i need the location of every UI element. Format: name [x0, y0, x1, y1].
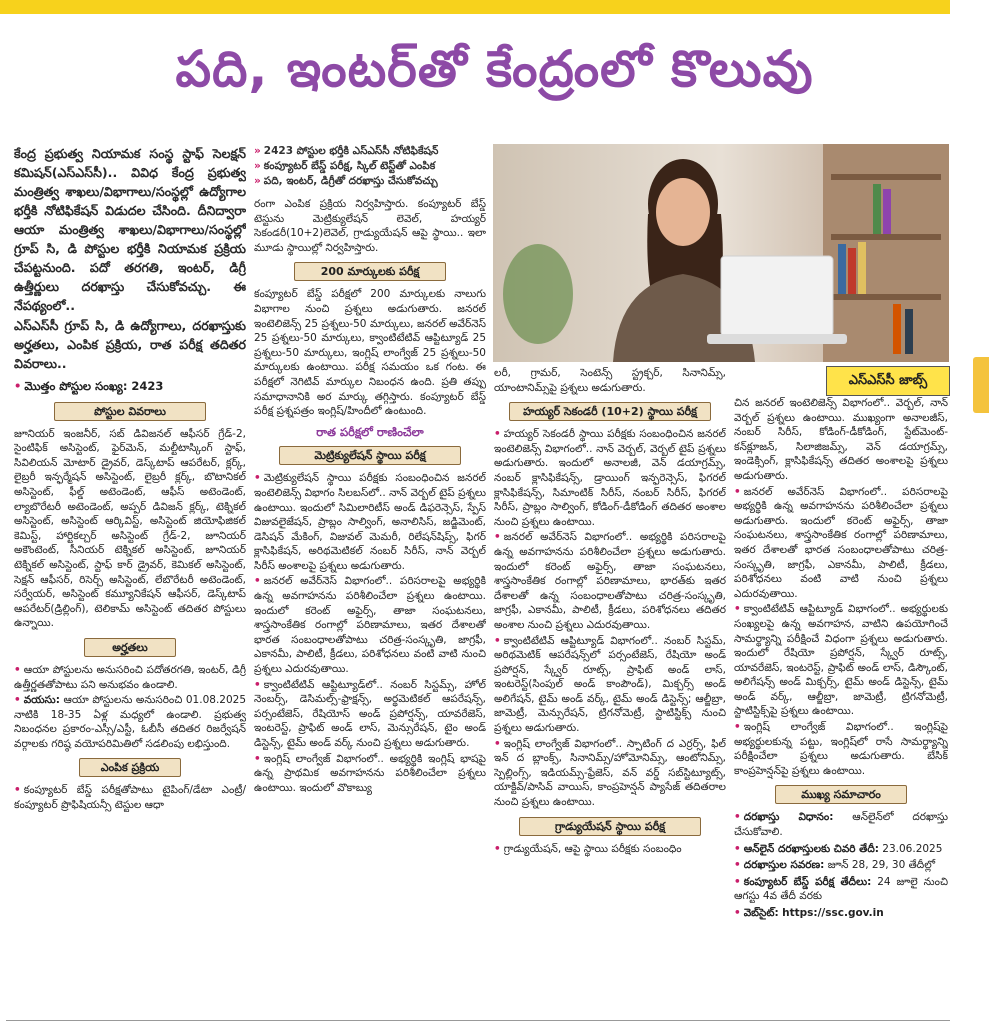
col4-item: • క్వాంటిటేటివ్ ఆప్టిట్యూడ్ విభాగంలో.. అభ్యర్థులకు సంఖ్యలపై ఉన్న అవగాహన, వాటిని ఉపయోగించే సామర్థ్యాన్ని పరీక్షించే విధంగా ప్రశ్నలు అడుగుతారు. ఇందులో రేషియో ప్రపోర్షన్, స్క్వేర్ రూట్స్, యావరేజెస్, ఇంటరెస్ట్, ప్రాఫిట్ అండ్ లాస్, డిస్కౌంట్, అలిగేషన్స్ అండ్ మిక్చర్స్, టైమ్ అండ్ డిస్టెన్స్, టైమ్ అండ్ వర్క్, ఆల్జీబ్రా, జామెట్రీ, ట్రిగనోమెట్రీ, స్టాటిస్టిక్స్‌పై ప్రశ్నలు ఉంటాయి.: [734, 603, 948, 718]
col4-item: • జనరల్ అవేర్‌నెస్ విభాగంలో.. పరిసరాలపై అభ్యర్థికి ఉన్న అవగాహనను పరిశీలించేలా ప్రశ్నలు అడుగుతారు. ఇందులో కరెంట్ అఫైర్స్, తాజా సంఘటనలు, శాస్త్రసాంకేతిక రంగాల్లో పరిణామాలు, ఇతర దేశాలతో భారత సంబంధాలతోపాటు చరిత్ర-సంస్కృతి, జాగ్రఫీ, ఎకానమీ, పాలిటీ, క్రీడలు, పరిశోధనలు వంటి వాటి నుంచి ప్రశ్నలు ఎదురవుతాయి.: [734, 485, 948, 600]
important-info: [734, 810, 948, 920]
highlights-list: [254, 144, 486, 189]
matric-item: • మెట్రిక్యులేషన్ స్థాయి పరీక్షకు సంబంధించిన జనరల్ ఇంటెలిజెన్స్ విభాగం సిలబస్‌లో.. నాన్ వెర్బల్ టైప్ ప్రశ్నలు ఉంటాయి. ఇందులో సిమిలారిటీస్ అండ్ డిఫరెన్సెస్, స్పేస్ విజువలైజేషన్, ప్రాబ్లం సాల్వింగ్, అనాలిసిస్, జడ్జిమెంట్, డెసిషన్ మేకింగ్, విజువల్ మెమరీ, రిలేషన్‌షిప్స్, ఫిగర్ క్లాసిఫికేషన్, అరిథమెటికల్ నంబర్ సిరీస్, నాన్ వెర్బల్ సిరీస్ అంశాలపై ప్రశ్నలు అడుగుతారు.: [254, 472, 486, 572]
age-item: • వయసు: ఆయా పోస్టులను అనుసరించి 01.08.2025 నాటికి 18-35 ఏళ్ల మధ్యలో ఉండాలి. ప్రభుత్వ నిబంధనల ప్రకారం-ఎస్సీ/ఎస్టీ, ఓబీసీ తదితర రిజర్వేషన్ వర్గాలకు గరిష్ఠ వయోపరిమితిలో సడలింపు లభిస్తుంది.: [14, 694, 246, 750]
apply-mode: • దరఖాస్తు విధానం: ఆన్‌లైన్‌లో దరఖాస్తు చేసుకోవాలి.: [734, 811, 948, 839]
bullet-icon: •: [254, 472, 261, 485]
bullet-icon: •: [494, 634, 501, 647]
correction-dates: • దరఖాస్తుల సవరణ: జూన్ 28, 29, 30 తేదీల్లో: [734, 859, 936, 872]
ssc-jobs-badge: ఎస్ఎస్‌సీ జాబ్స్: [826, 366, 950, 396]
bullet-icon: •: [494, 428, 501, 441]
bullet-icon: •: [254, 575, 261, 588]
website-link[interactable]: https://ssc.gov.in: [782, 907, 884, 919]
side-tab-marker: [973, 357, 989, 413]
bullet-icon: •: [734, 811, 741, 824]
column-4: [734, 366, 948, 1020]
highlight-item: » పది, ఇంటర్, డిగ్రీతో దరఖాస్తు చేసుకోవచ్చు: [254, 175, 438, 187]
written-exam-heading: రాత పరీక్షలో రాణించేలా: [316, 424, 424, 439]
student-laptop-photo: [493, 144, 949, 362]
bullet-icon: »: [254, 145, 261, 157]
marks-text: కంప్యూటర్ బేస్డ్ పరీక్షలో 200 మార్కులకు నాలుగు విభాగాల నుంచి ప్రశ్నలు అడుగుతారు. జనరల్ ఇంటెలిజెన్స్ 25 ప్రశ్నలు-50 మార్కులు, జనరల్ అవేర్‌నెస్ 25 ప్రశ్నలు-50 మార్కులు, క్వాంటిటేటివ్ ఆప్టిట్యూడ్ 25 ప్రశ్నలు-50 మార్కులు, ఇంగ్లిష్ లాంగ్వేజ్ 25 ప్రశ్నలు-50 మార్కులకు ఉంటాయి. పరీక్ష సమయం ఒక గంట. ఈ పరీక్షలో నెగిటివ్ మార్కుల నిబంధన ఉంది. ప్రతి తప్పు సమాధానానికి అర మార్కు తగ్గిస్తారు. కంప్యూటర్ బేస్డ్ పరీక్ష ప్రశ్నపత్రం ఇంగ్లిష్/హిందీలో ఉంటుంది.: [254, 288, 486, 418]
lead-paragraph-2: ఎస్ఎస్‌సీ గ్రూప్ సి, డి ఉద్యోగాలు, దరఖాస్తుకు అర్హతలు, ఎంపిక ప్రక్రియ, రాత పరీక్ష తదితర వివరాలు..: [14, 318, 246, 371]
info-heading: ముఖ్య సమాచారం: [775, 785, 907, 804]
bullet-icon: •: [734, 842, 741, 855]
total-posts-text: మొత్తం పోస్టుల సంఖ్య: 2423: [24, 379, 164, 393]
col4-top: చిన జనరల్ ఇంటెలిజెన్స్ విభాగంలో.. వెర్బల్, నాన్ వెర్బల్ ప్రశ్నలు ఉంటాయి. ముఖ్యంగా అనాలజీస్, నంబర్ సిరీస్, కోడింగ్-డీకోడింగ్, స్టేట్‌మెంట్-కన్‌క్లూజన్, సిలాజిజమ్స్, వెన్ డయాగ్రమ్స్, ఇండెక్సింగ్, క్లాసిఫికేషన్స్ తదితర అంశాలపై ప్రశ్నలు అడుగుతారు.: [734, 397, 948, 482]
grad-item: • గ్రాడ్యుయేషన్, ఆపై స్థాయి పరీక్షకు సంబంధిం: [494, 842, 682, 855]
hs-item: • ఇంగ్లిష్ లాంగ్వేజ్ విభాగంలో.. స్పాటింగ్ ద ఎర్రర్స్, ఫిల్ ఇన్ ద బ్లాంక్స్, సినానిమ్స్/హోమోనిమ్స్, ఆంటోనిమ్స్, స్పెల్లింగ్స్, ఇడియమ్స్-ఫ్రేజెస్, వన్ వర్డ్ సబ్‌స్టిట్యూట్స్, యాక్టివ్/పాసివ్ వాయిస్, కాంప్రహెన్షన్ ప్యాసేజ్ తదితరాల నుంచి ప్రశ్నలు ఉంటాయి.: [494, 737, 726, 809]
bullet-icon: •: [734, 721, 741, 734]
bullet-icon: •: [734, 603, 741, 616]
col3-top: లరీ, గ్రామర్, సెంటెన్స్ స్ట్రక్చర్, సినానిమ్స్, యాంటానిమ్స్‌పై ప్రశ్నలు అడుగుతారు.: [494, 367, 726, 394]
matric-item: • క్వాంటిటేటివ్ ఆప్టిట్యూడ్‌లో.. నంబర్ సిస్టమ్స్, హోల్ నెంబర్స్, డెసిమల్స్-ఫ్రాక్షన్స్, అర్థమెటికల్ ఆపరేషన్స్, పర్సంటేజెస్, రేషియోస్ అండ్ ప్రపోర్షన్స్, యావరేజెస్, ఇంటరెస్ట్, ప్రాఫిట్ అండ్ లాస్, మెన్సురేషన్, టైం అండ్ డిస్టెన్స్, టైమ్ అండ్ వర్క్ నుంచి ప్రశ్నలు అడుగుతారు.: [254, 678, 486, 749]
matric-heading: మెట్రిక్యులేషన్ స్థాయి పరీక్ష: [279, 446, 461, 465]
marks-heading: 200 మార్కులకు పరీక్ష: [294, 262, 446, 281]
col2-intro: రంగా ఎంపిక ప్రక్రియ నిర్వహిస్తారు. కంప్యూటర్ బేస్డ్ టెస్టును మెట్రిక్యులేషన్ లెవెల్, హయ్యర్ సెకండరీ(10+2)లెవెల్, గ్రాడ్యుయేషన్ ఆపై స్థాయి.. ఇలా మూడు స్థాయిల్లో నిర్వహిస్తారు.: [254, 198, 486, 254]
bullet-icon: •: [14, 663, 21, 676]
cbt-dates: • కంప్యూటర్ బేస్డ్ పరీక్ష తేదీలు: 24 జూలై నుంచి ఆగస్టు 4వ తేదీ వరకు: [734, 875, 948, 903]
posts-section-body: జూనియర్ ఇంజనీర్, సబ్ డివిజనల్ ఆఫీసర్ గ్రేడ్-2, సైంటిఫిక్ అసిస్టెంట్, ఫైర్‌మెన్, మల్టీటాస్కింగ్ స్టాఫ్, సివిలియన్ మోటార్ డ్రైవర్, డెస్క్‌టాప్ ఆపరేటర్, క్లర్క్, లైబ్రరీ ఇన్ఫర్మేషన్ అసిస్టెంట్, లైబ్రరీ క్లర్క్, బొటానికల్ అసిస్టెంట్, ఫీల్డ్ అటెండెంట్, ఆఫీస్ అటెండెంట్, ల్యాబొరేటరీ అటెండెంట్, అప్పర్ డివిజన్ క్లర్క్, టెక్నికల్ అసిస్టెంట్, అసిస్టెంట్ ఆర్కివిస్ట్, అసిస్టెంట్ జియోఫిజికల్ కెమిస్ట్, హార్టికల్చర్ అసిస్టెంట్ గ్రేడ్-2, జూనియర్ అకౌంటెంట్, సీనియర్ టెక్నికల్ అసిస్టెంట్, జూనియర్ టెక్నికల్ అసిస్టెంట్, స్టాఫ్ కార్ డ్రైవర్, కెమికల్ అసిస్టెంట్, సెక్షన్ ఆఫీసర్, రిసెర్చ్ అసిస్టెంట్, లేబొరేటరీ అటెండెంట్, సర్వేయర్, అసిస్టెంట్ కమ్యూనికేషన్ ఆఫీసర్, డెస్క్‌టాప్ ఆపరేటర్(డ్రిల్లింగ్), టెలికామ్ అసిస్టెంట్ తదితర పోస్టులు ఉన్నాయి.: [14, 427, 246, 630]
hs-item: • క్వాంటిటేటివ్ ఆప్టిట్యూడ్ విభాగంలో.. నంబర్ సిస్టమ్, అరిథమెటిక్ ఆపరేషన్స్‌లో పర్సంటేజెస్, రేషియో అండ్ ప్రపోర్షన్, స్క్వేర్ రూట్స్, ప్రాఫిట్ అండ్ లాస్, ఇంటరెస్ట్(సింపుల్ అండ్ కాంపౌండ్), మిక్చర్స్ అండ్ అలిగేషన్, టైమ్ అండ్ వర్క్, టైమ్ అండ్ డిస్టెన్స్; ఆల్జీబ్రా, జామెట్రీ, మెన్సురేషన్, ట్రిగనోమెట్రీ, స్టాటిస్టిక్స్ నుంచి ప్రశ్నలు అడుగుతారు.: [494, 634, 726, 735]
website: • వెబ్‌సైట్: https://ssc.gov.in: [734, 907, 884, 919]
bullet-icon: •: [14, 694, 21, 707]
grad-heading: గ్రాడ్యుయేషన్ స్థాయి పరీక్ష: [519, 817, 701, 836]
bullet-icon: •: [734, 907, 741, 919]
column-1: [14, 144, 246, 1020]
bullet-icon: •: [734, 875, 741, 888]
bullet-icon: »: [254, 160, 261, 172]
top-color-band: [0, 0, 950, 14]
eligibility-heading: అర్హతలు: [84, 638, 176, 657]
bullet-icon: •: [14, 379, 22, 393]
posts-section-heading: పోస్టుల వివరాలు: [54, 402, 206, 421]
deadline: • ఆన్‌లైన్ దరఖాస్తులకు చివరి తేదీ: 23.06.2025: [734, 842, 943, 855]
eligibility-item: • ఆయా పోస్టులను అనుసరించి పదోతరగతి, ఇంటర్, డిగ్రీ ఉత్తీర్ణతతోపాటు పని అనుభవం ఉండాలి.: [14, 663, 246, 691]
highlight-item: » 2423 పోస్టుల భర్తీకి ఎస్ఎస్‌సీ నోటిఫికేషన్: [254, 145, 439, 157]
bullet-icon: •: [254, 678, 261, 691]
bullet-icon: •: [494, 737, 501, 750]
bullet-icon: •: [254, 752, 261, 765]
total-posts-line: [14, 379, 246, 394]
column-3: [494, 366, 726, 1020]
bullet-icon: •: [494, 531, 501, 544]
hs-item: • హయ్యర్ సెకండరీ స్థాయి పరీక్షకు సంబంధించిన జనరల్ ఇంటెలిజెన్స్ విభాగంలో.. నాన్ వెర్బల్, వెర్బల్ టైప్ ప్రశ్నలు అడుగుతారు. ఇందులో అనాలజీ, వెన్ డయాగ్రమ్స్, నంబర్ క్లాసిఫికేషన్స్, డ్రాయింగ్ ఇన్ఫరెన్సెస్, ఫిగరల్ క్లాసిఫికేషన్స్, సిమాంటిక్ సిరీస్, నంబర్ సిరీస్, ఫిగరల్ సిరీస్, ప్రాబ్లం సాల్వింగ్, కోడింగ్-డీకోడింగ్ తదితర అంశాల నుంచి ప్రశ్నలు ఉంటాయి.: [494, 428, 726, 528]
hs-heading: హయ్యర్ సెకండరీ (10+2) స్థాయి పరీక్ష: [509, 402, 711, 421]
photo-illustration: [493, 144, 949, 362]
bullet-icon: •: [14, 784, 21, 797]
lead-paragraph: కేంద్ర ప్రభుత్వ నియామక సంస్థ స్టాఫ్ సెలక్షన్ కమిషన్(ఎస్ఎస్‌సీ).. వివిధ కేంద్ర ప్రభుత్వ మంత్రిత్వ శాఖలు/విభాగాలు/సంస్థల్లో ఉద్యోగాల భర్తీకి నోటిఫికేషన్ విడుదల చేసింది. దీనిద్వారా ఆయా మంత్రిత్వ శాఖలు/విభాగాలు/సంస్థల్లో గ్రూప్ సి, డి పోస్టుల భర్తీకి నియామక ప్రక్రియ చేపట్టనుంది. పదో తరగతి, ఇంటర్, డిగ్రీ ఉత్తీర్ణులు దరఖాస్తు చేసుకోవచ్చు. ఈ నేపథ్యంలో..: [14, 146, 246, 313]
bullet-icon: •: [734, 859, 741, 872]
hs-item: • జనరల్ అవేర్‌నెస్ విభాగంలో.. అభ్యర్థికి పరిసరాలపై ఉన్న అవగాహనను పరిశీలించేలా ప్రశ్నలు అడుగుతారు. ఇందులో కరెంట్ అఫైర్స్, తాజా సంఘటనలు, శాస్త్రసాంకేతిక రంగాల్లో పరిణామాలు, భారత్‌కు ఇతర దేశాలతో ఉన్న సంబంధాలతోపాటు చరిత్ర-సంస్కృతి, జాగ్రఫీ, ఎకానమీ, పాలిటీ, క్రీడలు, పరిశోధనలు తదితర అంశాల నుంచి ప్రశ్నలు ఎదురవుతాయి.: [494, 531, 726, 631]
matric-item: • ఇంగ్లిష్ లాంగ్వేజ్ విభాగంలో.. అభ్యర్థికి ఇంగ్లిష్ భాషపై ఉన్న ప్రాథమిక అవగాహనను పరిశీలించేలా ప్రశ్నలు ఉంటాయి. ఇందులో వొకాబ్యు: [254, 752, 486, 794]
bullet-icon: •: [494, 842, 501, 855]
column-2: [254, 144, 486, 1020]
col4-item: • ఇంగ్లిష్ లాంగ్వేజ్ విభాగంలో.. ఇంగ్లిష్‌పై అభ్యర్థులకున్న పట్టు, ఇంగ్లిష్‌లో రాసే సామర్థ్యాన్ని పరీక్షించేలా ప్రశ్నలు అడుగుతారు. బేసిక్ కాంప్రహెన్షన్‌పై ప్రశ్నలు ఉంటాయి.: [734, 721, 948, 777]
bullet-icon: »: [254, 175, 261, 187]
page-headline: పది, ఇంటర్‌తో కేంద్రంలో కొలువు: [175, 40, 814, 98]
bullet-icon: •: [734, 485, 741, 498]
bottom-rule: [6, 1020, 950, 1021]
selection-heading: ఎంపిక ప్రక్రియ: [79, 758, 181, 777]
selection-item: • కంప్యూటర్ బేస్డ్ పరీక్షతోపాటు టైపింగ్/డేటా ఎంట్రీ/కంప్యూటర్ ప్రొఫిషియన్సీ టెస్టుల ఆధా: [14, 784, 246, 812]
matric-item: • జనరల్ అవేర్‌నెస్ విభాగంలో.. పరిసరాలపై అభ్యర్థికి ఉన్న అవగాహనను పరిశీలించేలా ప్రశ్నలు ఉంటాయి. ఇందులో కరెంట్ అఫైర్స్, తాజా సంఘటనలు, శాస్త్రసాంకేతిక రంగాల్లో పరిణామాలు, ఇతర దేశాలతో భారత సంబంధాలతోపాటు చరిత్ర-సంస్కృతి, జాగ్రఫీ, ఎకానమీ, పాలిటీ, క్రీడలు, పరిశోధనలు వంటి వాటి నుంచి ప్రశ్నలు ఎదురవుతాయి.: [254, 575, 486, 676]
highlight-item: » కంప్యూటర్ బేస్డ్ పరీక్ష, స్కిల్ టెస్ట్‌తో ఎంపిక: [254, 160, 436, 172]
